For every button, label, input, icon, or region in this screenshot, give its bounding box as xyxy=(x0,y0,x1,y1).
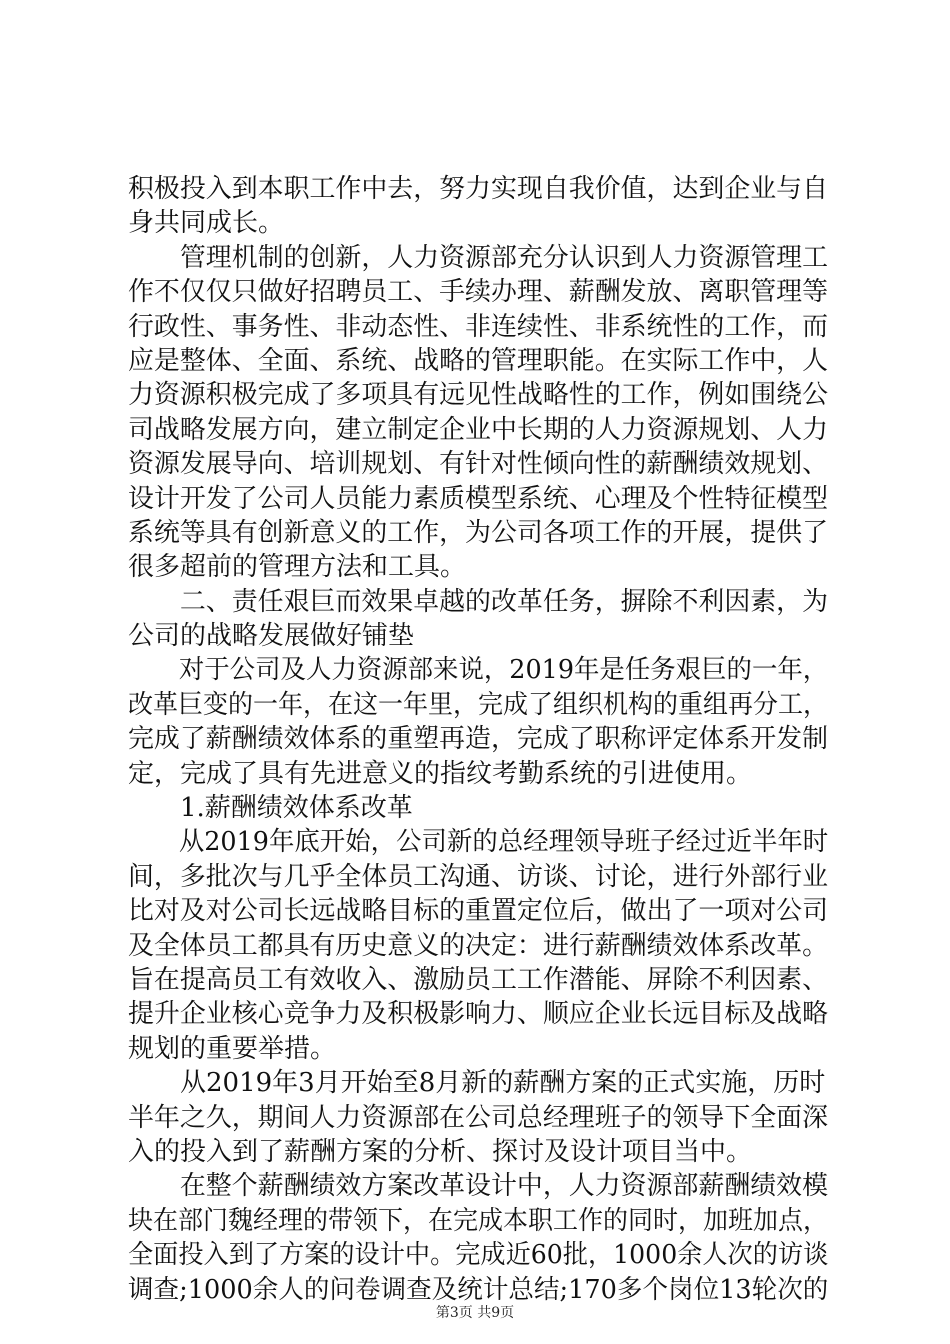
text-line: 从2019年底开始，公司新的总经理领导班子经过近半年时 xyxy=(128,827,829,858)
text-line: 积极投入到本职工作中去，努力实现自我价值，达到企业与自 xyxy=(128,174,829,204)
text-line: 提升企业核心竞争力及积极影响力、顺应企业长远目标及战略 xyxy=(128,999,829,1030)
text-line: 系统等具有创新意义的工作，为公司各项工作的开展，提供了 xyxy=(128,517,829,548)
text-line: 作不仅仅只做好招聘员工、手续办理、薪酬发放、离职管理等 xyxy=(128,277,829,308)
text-line: 资源发展导向、培训规划、有针对性倾向性的薪酬绩效规划、 xyxy=(128,449,829,480)
text-line: 及全体员工都具有历史意义的决定：进行薪酬绩效体系改革。 xyxy=(128,930,829,961)
text-line: 设计开发了公司人员能力素质模型系统、心理及个性特征模型 xyxy=(128,483,829,514)
text-line: 身共同成长。 xyxy=(128,208,285,239)
document-body xyxy=(128,172,828,1307)
text-line: 改革巨变的一年，在这一年里，完成了组织机构的重组再分工， xyxy=(128,689,828,720)
text-line: 间，多批次与几乎全体员工沟通、访谈、讨论，进行外部行业 xyxy=(128,861,829,892)
text-line: 全面投入到了方案的设计中。完成近60批，1000余人次的访谈 xyxy=(128,1240,829,1271)
section-heading-line: 公司的战略发展做好铺垫 xyxy=(128,621,415,652)
subsection-heading-line: 1.薪酬绩效体系改革 xyxy=(128,793,413,824)
text-line: 完成了薪酬绩效体系的重塑再造，完成了职称评定体系开发制 xyxy=(128,724,829,755)
text-line: 旨在提高员工有效收入、激励员工工作潜能、屏除不利因素、 xyxy=(128,964,829,995)
text-line: 很多超前的管理方法和工具。 xyxy=(128,552,467,583)
text-line: 应是整体、全面、系统、战略的管理职能。在实际工作中，人 xyxy=(128,345,829,376)
text-line: 调查;1000余人的问卷调查及统计总结;170多个岗位13轮次的 xyxy=(128,1274,829,1305)
text-line: 管理机制的创新，人力资源部充分认识到人力资源管理工 xyxy=(128,242,829,273)
text-line: 司战略发展方向，建立制定企业中长期的人力资源规划、人力 xyxy=(128,414,829,445)
text-line: 比对及对公司长远战略目标的重置定位后，做出了一项对公司 xyxy=(128,896,829,927)
text-line: 对于公司及人力资源部来说，2019年是任务艰巨的一年， xyxy=(128,655,829,686)
text-line: 半年之久，期间人力资源部在公司总经理班子的领导下全面深 xyxy=(128,1102,829,1133)
text-line: 行政性、事务性、非动态性、非连续性、非系统性的工作，而 xyxy=(128,311,829,342)
page-number-footer: 第3页 共9页 xyxy=(435,1305,515,1321)
text-line: 入的投入到了薪酬方案的分析、探讨及设计项目当中。 xyxy=(128,1136,753,1167)
section-heading-line: 二、责任艰巨而效果卓越的改革任务，摒除不利因素，为 xyxy=(128,586,829,617)
text-line: 规划的重要举措。 xyxy=(128,1033,337,1064)
text-line: 力资源积极完成了多项具有远见性战略性的工作，例如围绕公 xyxy=(128,380,829,411)
text-line: 块在部门魏经理的带领下，在完成本职工作的同时，加班加点， xyxy=(128,1205,828,1236)
text-line: 定，完成了具有先进意义的指纹考勤系统的引进使用。 xyxy=(128,758,753,789)
text-line: 从2019年3月开始至8月新的薪酬方案的正式实施，历时 xyxy=(128,1068,826,1099)
text-line: 在整个薪酬绩效方案改革设计中，人力资源部薪酬绩效模 xyxy=(128,1171,829,1202)
